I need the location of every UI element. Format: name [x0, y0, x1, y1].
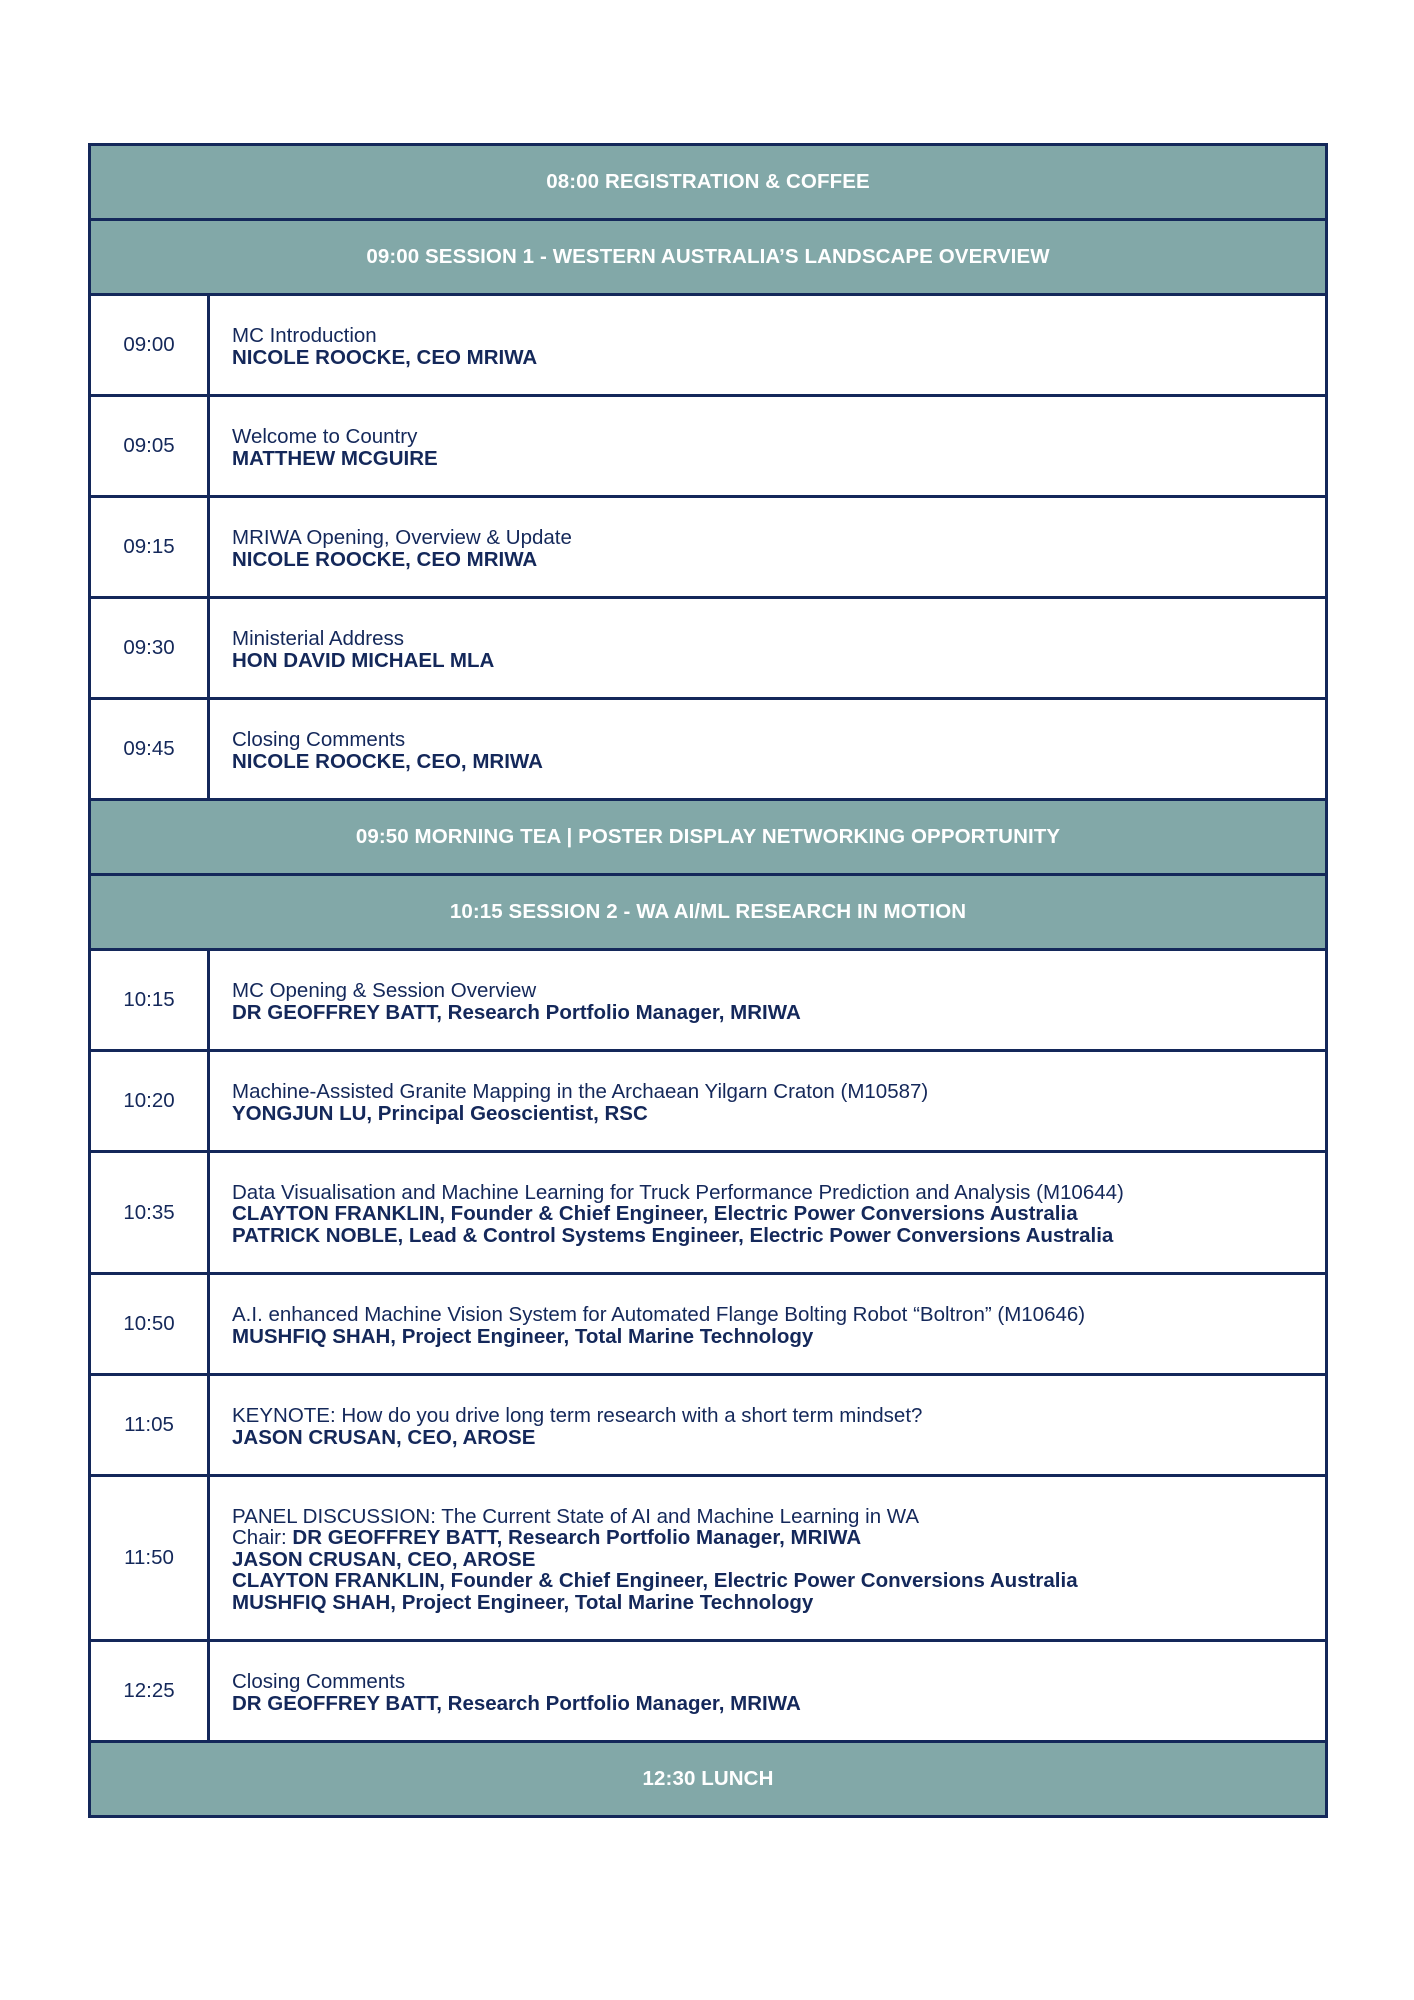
agenda-table: [88, 143, 1328, 1818]
agenda-item-time: 11:50: [90, 1476, 209, 1641]
speaker-name: MATTHEW MCGUIRE: [232, 446, 438, 470]
agenda-item-details: [209, 1375, 1327, 1476]
agenda-item-title: MC Opening & Session Overview: [232, 979, 537, 1002]
agenda-item-details: [209, 396, 1327, 497]
agenda-item-row: [90, 950, 1327, 1051]
agenda-item-time: 09:15: [90, 497, 209, 598]
agenda-item-title: Data Visualisation and Machine Learning for Truck Performance Prediction and Analysis (M10644): [232, 1180, 1124, 1204]
agenda-item-time: 09:30: [90, 598, 209, 699]
agenda-item-time: 10:35: [90, 1152, 209, 1274]
agenda-item-title: A.I. enhanced Machine Vision System for Automated Flange Bolting Robot “Boltron” (M10646): [232, 1303, 1086, 1326]
agenda-item-details: [209, 1152, 1327, 1274]
agenda-item-title: Closing Comments: [232, 1670, 406, 1693]
agenda-item-title: MRIWA Opening, Overview & Update: [232, 526, 572, 549]
agenda-item-details: [209, 699, 1327, 800]
speaker-name: DR GEOFFREY BATT, Research Portfolio Manager, MRIWA: [232, 1000, 801, 1024]
agenda-item-time: 10:50: [90, 1274, 209, 1375]
speaker-name: NICOLE ROOCKE, CEO MRIWA: [232, 547, 538, 571]
agenda-item-row: [90, 1476, 1327, 1641]
agenda-body: [90, 145, 1327, 1817]
panel-chair: [232, 1527, 1325, 1549]
agenda-item-row: [90, 497, 1327, 598]
chair-name: DR GEOFFREY BATT, Research Portfolio Manager, MRIWA: [292, 1526, 862, 1550]
session-header: 09:50 MORNING TEA | POSTER DISPLAY NETWORKING OPPORTUNITY: [90, 800, 1327, 875]
speaker-name: PATRICK NOBLE, Lead & Control Systems Engineer, Electric Power Conversions Australia: [232, 1223, 1114, 1247]
session-header-row: [90, 800, 1327, 875]
agenda-item-row: [90, 699, 1327, 800]
agenda-item-time: 09:00: [90, 295, 209, 396]
speaker-name: DR GEOFFREY BATT, Research Portfolio Manager, MRIWA: [232, 1691, 801, 1715]
speaker-name: JASON CRUSAN, CEO, AROSE: [232, 1425, 536, 1449]
agenda-item-details: [209, 1051, 1327, 1152]
speaker-name: MUSHFIQ SHAH, Project Engineer, Total Marine Technology: [232, 1324, 814, 1348]
agenda-item-details: [209, 295, 1327, 396]
agenda-item-title: Welcome to Country: [232, 425, 418, 448]
agenda-item-title: Ministerial Address: [232, 627, 405, 650]
agenda-item-details: [209, 497, 1327, 598]
agenda-item-time: 10:15: [90, 950, 209, 1051]
agenda-item-details: [209, 1274, 1327, 1375]
speaker-name: YONGJUN LU, Principal Geoscientist, RSC: [232, 1101, 648, 1125]
session-header-row: [90, 875, 1327, 950]
agenda-item-time: 09:05: [90, 396, 209, 497]
session-header: 12:30 LUNCH: [90, 1742, 1327, 1817]
agenda-item-details: [209, 1476, 1327, 1641]
agenda-item-title: PANEL DISCUSSION: The Current State of AI and Machine Learning in WA: [232, 1504, 920, 1528]
speaker-name: CLAYTON FRANKLIN, Founder & Chief Engineer, Electric Power Conversions Australia: [232, 1202, 1078, 1226]
agenda-item-details: [209, 950, 1327, 1051]
speaker-name: JASON CRUSAN, CEO, AROSE: [232, 1547, 536, 1571]
speaker-name: MUSHFIQ SHAH, Project Engineer, Total Marine Technology: [232, 1590, 814, 1614]
speaker-name: NICOLE ROOCKE, CEO, MRIWA: [232, 749, 543, 773]
session-header-row: [90, 1742, 1327, 1817]
agenda-item-title: Closing Comments: [232, 728, 406, 751]
session-header-row: [90, 145, 1327, 220]
speaker-name: CLAYTON FRANKLIN, Founder & Chief Engineer, Electric Power Conversions Australia: [232, 1569, 1078, 1593]
agenda-item-row: [90, 1152, 1327, 1274]
agenda-item-row: [90, 396, 1327, 497]
agenda-item-row: [90, 1051, 1327, 1152]
agenda-item-row: [90, 1274, 1327, 1375]
agenda-item-time: 12:25: [90, 1641, 209, 1742]
agenda-item-title: Machine-Assisted Granite Mapping in the Archaean Yilgarn Craton (M10587): [232, 1080, 929, 1103]
session-header: 10:15 SESSION 2 - WA AI/ML RESEARCH IN MOTION: [90, 875, 1327, 950]
agenda-item-title: MC Introduction: [232, 324, 377, 347]
speaker-name: NICOLE ROOCKE, CEO MRIWA: [232, 345, 538, 369]
session-header: 09:00 SESSION 1 - WESTERN AUSTRALIA’S LANDSCAPE OVERVIEW: [90, 220, 1327, 295]
chair-label: Chair:: [232, 1526, 293, 1550]
agenda-item-row: [90, 295, 1327, 396]
agenda-item-row: [90, 598, 1327, 699]
session-header-row: [90, 220, 1327, 295]
agenda-item-details: [209, 598, 1327, 699]
agenda-item-details: [209, 1641, 1327, 1742]
agenda-item-time: 09:45: [90, 699, 209, 800]
agenda-item-row: [90, 1375, 1327, 1476]
agenda-item-time: 10:20: [90, 1051, 209, 1152]
agenda-item-title: KEYNOTE: How do you drive long term research with a short term mindset?: [232, 1404, 923, 1427]
agenda-item-row: [90, 1641, 1327, 1742]
session-header: 08:00 REGISTRATION & COFFEE: [90, 145, 1327, 220]
speaker-name: HON DAVID MICHAEL MLA: [232, 648, 495, 672]
agenda-item-time: 11:05: [90, 1375, 209, 1476]
